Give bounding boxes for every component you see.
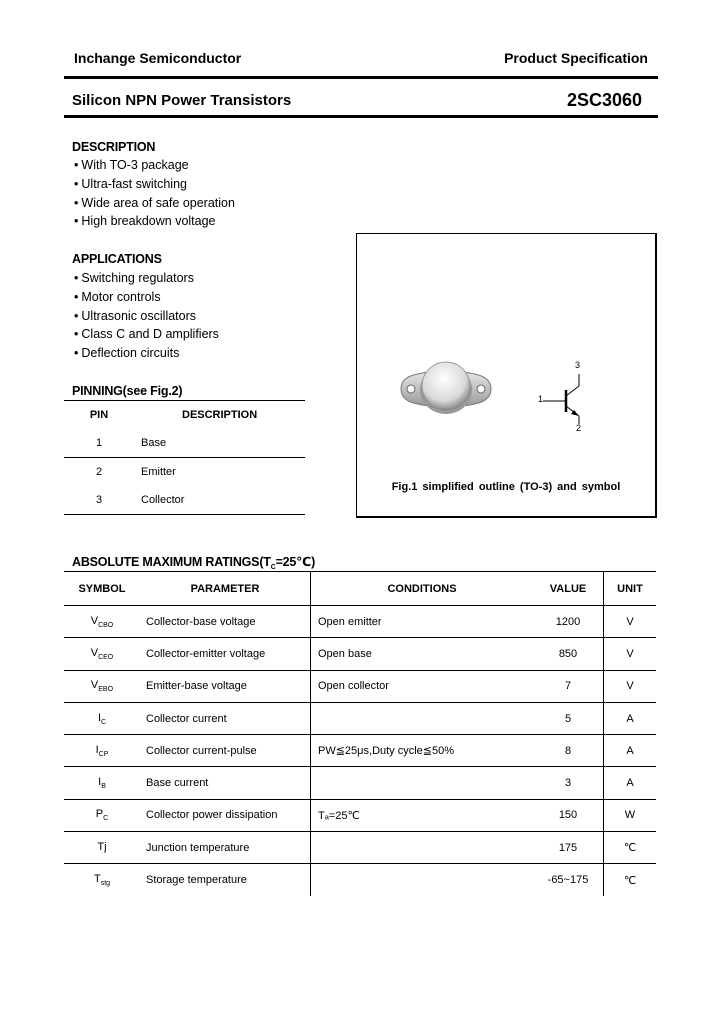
symbol-cell: [64, 638, 140, 670]
application-item: • Class C and D amplifiers: [74, 325, 219, 344]
application-item: • Motor controls: [74, 288, 219, 307]
symbol-subscript: stg: [100, 880, 111, 888]
conditions-cell: [311, 767, 534, 799]
ratings-header-row: [64, 572, 656, 606]
symbol-main: P: [95, 808, 104, 821]
parameter-cell: Junction temperature: [140, 832, 311, 864]
symbol-subscript: CP: [98, 750, 109, 758]
pin-description: Base: [134, 429, 305, 458]
pin-label-base: 1: [538, 394, 544, 404]
symbol-main: Tj: [97, 840, 107, 853]
symbol-subscript: CEO: [98, 653, 114, 661]
description-item: • Wide area of safe operation: [74, 194, 235, 213]
table-row: [64, 735, 656, 767]
value-cell: 175: [533, 832, 604, 864]
symbol-cell: [64, 864, 140, 896]
figure-caption: Fig.1 simplified outline (TO-3) and symbol: [391, 481, 621, 493]
company-name: Inchange Semiconductor: [74, 50, 242, 66]
conditions-cell: [311, 832, 534, 864]
pin-description: Collector: [134, 486, 305, 515]
symbol-main: V: [90, 646, 99, 659]
table-row: [64, 799, 656, 831]
value-cell: 850: [533, 638, 604, 670]
unit-header: UNIT: [604, 572, 657, 606]
pinning-table: [64, 401, 305, 515]
symbol-cell: [64, 767, 140, 799]
ratings-heading-main: ABSOLUTE MAXIMUM RATINGS(T: [72, 555, 271, 569]
parameter-cell: Collector current-pulse: [140, 735, 311, 767]
table-row: [64, 702, 656, 734]
pin-column-header: PIN: [89, 409, 109, 421]
symbol-main: V: [90, 614, 99, 627]
ratings-body: [64, 606, 656, 896]
description-item: • With TO-3 package: [74, 156, 235, 175]
symbol-header: SYMBOL: [64, 572, 140, 606]
value-cell: 7: [533, 670, 604, 702]
description-list: [74, 156, 235, 231]
symbol-main: I: [97, 711, 101, 724]
pin-description: Emitter: [141, 466, 176, 478]
symbol-cell: [64, 832, 140, 864]
value-header: VALUE: [533, 572, 604, 606]
parameter-cell: Base current: [140, 767, 311, 799]
unit-cell: A: [604, 702, 657, 734]
description-item: • High breakdown voltage: [74, 212, 235, 231]
table-row: [64, 606, 656, 638]
unit-cell: V: [604, 638, 657, 670]
conditions-header: CONDITIONS: [311, 572, 534, 606]
ratings-table: [64, 571, 656, 896]
conditions-cell: Open emitter: [311, 606, 534, 638]
unit-cell: ℃: [604, 864, 657, 896]
ratings-heading-sub: C: [270, 564, 276, 571]
conditions-cell: Open collector: [311, 670, 534, 702]
application-item: • Switching regulators: [74, 269, 219, 288]
conditions-cell: Tₐ=25℃: [311, 799, 534, 831]
symbol-cell: [64, 606, 140, 638]
pin-number: 1: [64, 429, 134, 458]
description-heading: DESCRIPTION: [72, 140, 156, 154]
symbol-subscript: B: [101, 783, 106, 791]
table-row: [64, 486, 305, 515]
pinning-header-row: [64, 401, 305, 429]
parameter-cell: Collector power dissipation: [140, 799, 311, 831]
parameter-cell: Storage temperature: [146, 874, 247, 887]
value-cell: 5: [533, 702, 604, 734]
spec-label: Product Specification: [504, 50, 648, 66]
value-cell: 1200: [533, 606, 604, 638]
symbol-cell: [64, 670, 140, 702]
symbol-cell: [64, 735, 140, 767]
table-row: [64, 832, 656, 864]
parameter-cell: Collector-emitter voltage: [140, 638, 311, 670]
symbol-cell: [64, 702, 140, 734]
unit-cell: ℃: [604, 832, 657, 864]
parameter-cell: Collector current: [140, 702, 311, 734]
ratings-heading-tail: =25℃): [275, 555, 316, 569]
symbol-subscript: EBO: [98, 686, 114, 694]
part-number: 2SC3060: [566, 90, 642, 110]
unit-cell: V: [604, 670, 657, 702]
application-item: • Deflection circuits: [74, 344, 219, 363]
value-cell: 8: [533, 735, 604, 767]
value-cell: 3: [533, 767, 604, 799]
table-row: [64, 429, 305, 458]
pin-label-emitter: 2: [576, 423, 582, 433]
value-cell: -65~175: [547, 874, 589, 887]
symbol-main: T: [93, 873, 101, 886]
symbol-subscript: C: [101, 718, 107, 726]
table-row: [64, 767, 656, 799]
title-rule: [64, 115, 658, 118]
unit-cell: A: [604, 767, 657, 799]
symbol-main: V: [90, 679, 99, 692]
conditions-cell: [311, 864, 534, 896]
header-rule: [64, 76, 658, 79]
pin-number: 2: [95, 466, 103, 478]
pinning-heading: PINNING(see Fig.2): [72, 384, 183, 398]
applications-heading: APPLICATIONS: [72, 252, 162, 266]
table-row: [64, 864, 656, 896]
conditions-cell: [311, 702, 534, 734]
parameter-cell: Emitter-base voltage: [140, 670, 311, 702]
unit-cell: V: [604, 606, 657, 638]
conditions-cell: Open base: [311, 638, 534, 670]
pin-label-collector: 3: [575, 360, 581, 370]
symbol-subscript: CBO: [98, 621, 114, 629]
applications-list: [74, 269, 219, 363]
symbol-main: I: [98, 776, 102, 789]
table-row: [64, 458, 305, 487]
symbol-cell: [64, 799, 140, 831]
table-row: [64, 670, 656, 702]
symbol-subscript: C: [103, 815, 109, 823]
document-title: Silicon NPN Power Transistors: [72, 92, 292, 109]
pin-number: 3: [64, 486, 134, 515]
to3-package-image: [391, 354, 501, 424]
pin-description-header: DESCRIPTION: [182, 409, 258, 421]
symbol-main: I: [95, 743, 99, 756]
value-cell: 150: [533, 799, 604, 831]
table-row: [64, 638, 656, 670]
parameter-header: PARAMETER: [140, 572, 311, 606]
description-item: • Ultra-fast switching: [74, 175, 235, 194]
application-item: • Ultrasonic oscillators: [74, 307, 219, 326]
unit-cell: W: [604, 799, 657, 831]
unit-cell: A: [604, 735, 657, 767]
ratings-heading: [72, 554, 315, 571]
figure-box: [356, 233, 657, 518]
parameter-cell: Collector-base voltage: [140, 606, 311, 638]
conditions-cell: PW≦25μs,Duty cycle≦50%: [311, 735, 534, 767]
